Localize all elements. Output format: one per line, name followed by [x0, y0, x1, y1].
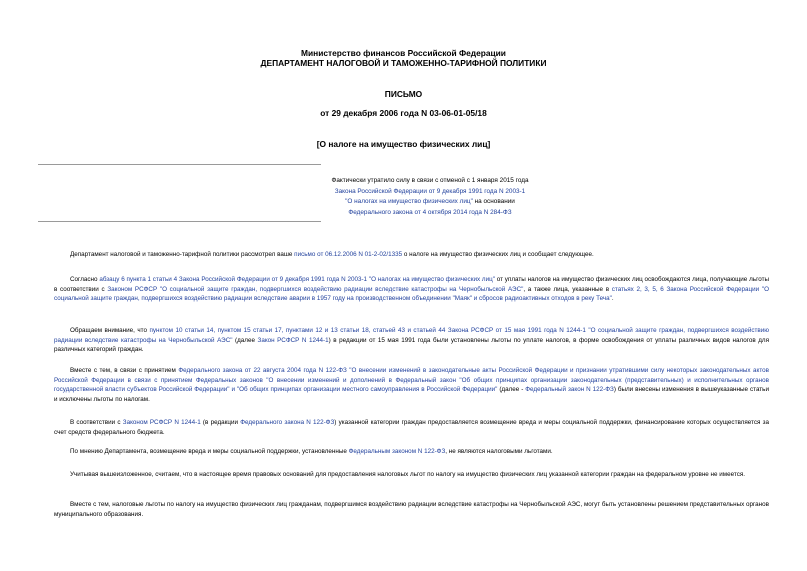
- law-chernobyl-link[interactable]: Законом РСФСР "О социальной защите граждан, подвергшихся воздействию радиации вследствие катастрофы на Чернобыльской АЭС": [107, 285, 524, 293]
- law-1244-1-articles-link[interactable]: пунктом 10 статьи 14, пунктом 15 статьи 17, пунктами 12 и 13 статьи 18, статьей 43 и статьей 44 Закона РСФСР от 15 мая 1991 года N 1244-1 "О социальной защите граждан, подвергшихся воздействию радиации вследствие катастрофы на Чернобыльской АЭС": [54, 327, 769, 344]
- paragraph-text: о налоге на имущество физических лиц и сообщает следующее.: [402, 251, 594, 258]
- paragraph-text: По мнению Департамента, возмещение вреда и меры социальной поддержки, установленные: [70, 448, 349, 455]
- paragraph-text: , не являются налоговыми льготами.: [445, 448, 553, 455]
- paragraph-3: [54, 326, 769, 355]
- ministry-name: Министерство финансов Российской Федерации: [301, 48, 506, 58]
- document-date-number: от 29 декабря 2006 года N 03-06-01-05/18: [320, 108, 487, 118]
- paragraph-2: [54, 275, 769, 304]
- federal-law-122-fz-link-2[interactable]: Федерального закона N 122-ФЗ: [240, 419, 335, 426]
- paragraph-text: (в редакции: [200, 419, 241, 426]
- paragraph-text: ) в редакции от 15 мая 1991 года были установлены льготы по уплате налогов, в форме освобождения от уплаты различных видов налогов для различных категорий граждан.: [54, 336, 770, 354]
- paragraph-6: [54, 447, 769, 457]
- status-note-law-link[interactable]: Закона Российской Федерации от 9 декабря 1991 года N 2003-1: [334, 187, 526, 195]
- paragraph-text: Обращаем внимание, что: [70, 327, 150, 334]
- paragraph-text: от уплаты налогов на имущество физических лиц освобождаются лица, получающие льготы в соответствии с: [54, 276, 769, 293]
- paragraph-text: Учитывая вышеизложенное, считаем, что в настоящее время правовых оснований для предоставления налоговых льгот по налогу на имущество физических лиц указанной категории граждан на федеральном уровне не имеется.: [70, 471, 746, 478]
- paragraph-5: [54, 418, 769, 437]
- paragraph-text: Вместе с тем, налоговые льготы по налогу на имущество физических лиц гражданам, подвергшимся воздействию радиации вследствие катастрофы на Чернобыльской АЭС, могут быть установлены решением представительных органов муниципального образования.: [54, 501, 769, 518]
- paragraph-text: (далее: [232, 336, 258, 344]
- paragraph-text: ) были внесены изменения в вышеуказанные статьи и исключены льготы по налогам.: [54, 386, 769, 403]
- paragraph-text: Департамент налоговой и таможенно-тарифной политики рассмотрел ваше: [70, 251, 295, 258]
- divider-top: [38, 164, 321, 165]
- document-subject: [О налоге на имущество физических лиц]: [316, 139, 491, 149]
- divider-bottom: [38, 221, 321, 222]
- paragraph-1: [54, 250, 769, 260]
- status-note: [230, 176, 630, 218]
- paragraph-text: Вместе с тем, в связи с принятием: [70, 367, 179, 374]
- paragraph-text: , а также лица, указанные в: [523, 285, 612, 293]
- paragraph-8: [54, 500, 769, 519]
- status-note-line: Фактически утратило силу в связи с отменой с 1 января 2015 года: [331, 177, 529, 184]
- federal-law-122-fz-full-link[interactable]: Федерального закона от 22 августа 2004 года N 122-ФЗ "О внесении изменений в законодательные акты Российской Федерации и признании утратившими силу некоторых законодательных актов Российской Федерации в связи с принятием Федеральных законов "О внесении изменений и дополнений в Федеральный закон "Об общих принципах организации законодательных (представительных) и исполнительных органов государственной власти субъектов Российской Федерации" и "Об общих принципах организации местного самоуправления в Российской Федерации": [54, 367, 769, 394]
- law-1244-1-link[interactable]: Закон РСФСР N 1244-1: [257, 336, 329, 344]
- paragraph-text: (далее -: [497, 386, 526, 394]
- paragraph-text: ) указанной категории граждан предоставляется возмещение вреда и меры социальной поддержки, финансирование которых осуществляется за счет средств федерального бюджета.: [54, 419, 770, 436]
- law-2003-1-link[interactable]: абзацу 6 пункта 1 статьи 4 Закона Российской Федерации от 9 декабря 1991 года N 2003-1 "О налогах на имущество физических лиц": [99, 276, 495, 283]
- law-1244-1-link-2[interactable]: Законом РСФСР N 1244-1: [122, 419, 201, 426]
- paragraph-text: .: [611, 295, 614, 303]
- law-mayak-link[interactable]: статьях 2, 3, 5, 6 Закона Российской Федерации "О социальной защите граждан, подвергшихся воздействию радиации вследствие аварии в 1957 году на производственном объединении "Маяк" и сбросов радиоактивных отходов в реку Теча": [54, 285, 769, 303]
- status-note-law-title-link[interactable]: "О налогах на имущество физических лиц": [345, 198, 473, 205]
- status-note-text: на основании: [472, 198, 515, 205]
- paragraph-text: В соответствии с: [70, 419, 123, 426]
- federal-law-122-fz-link-3[interactable]: Федеральным законом N 122-ФЗ: [348, 448, 446, 455]
- paragraph-7: [54, 470, 769, 480]
- federal-law-122-fz-link[interactable]: Федеральный закон N 122-ФЗ: [525, 386, 614, 394]
- document-type: ПИСЬМО: [384, 89, 423, 99]
- department-name: ДЕПАРТАМЕНТ НАЛОГОВОЙ И ТАМОЖЕННО-ТАРИФНОЙ ПОЛИТИКИ: [260, 58, 547, 68]
- paragraph-text: Согласно: [70, 276, 100, 283]
- status-note-federal-law-link[interactable]: Федерального закона от 4 октября 2014 года N 284-ФЗ: [348, 208, 512, 216]
- paragraph-4: [54, 366, 769, 404]
- letter-link[interactable]: письмо от 06.12.2006 N 01-2-02/1335: [294, 251, 403, 258]
